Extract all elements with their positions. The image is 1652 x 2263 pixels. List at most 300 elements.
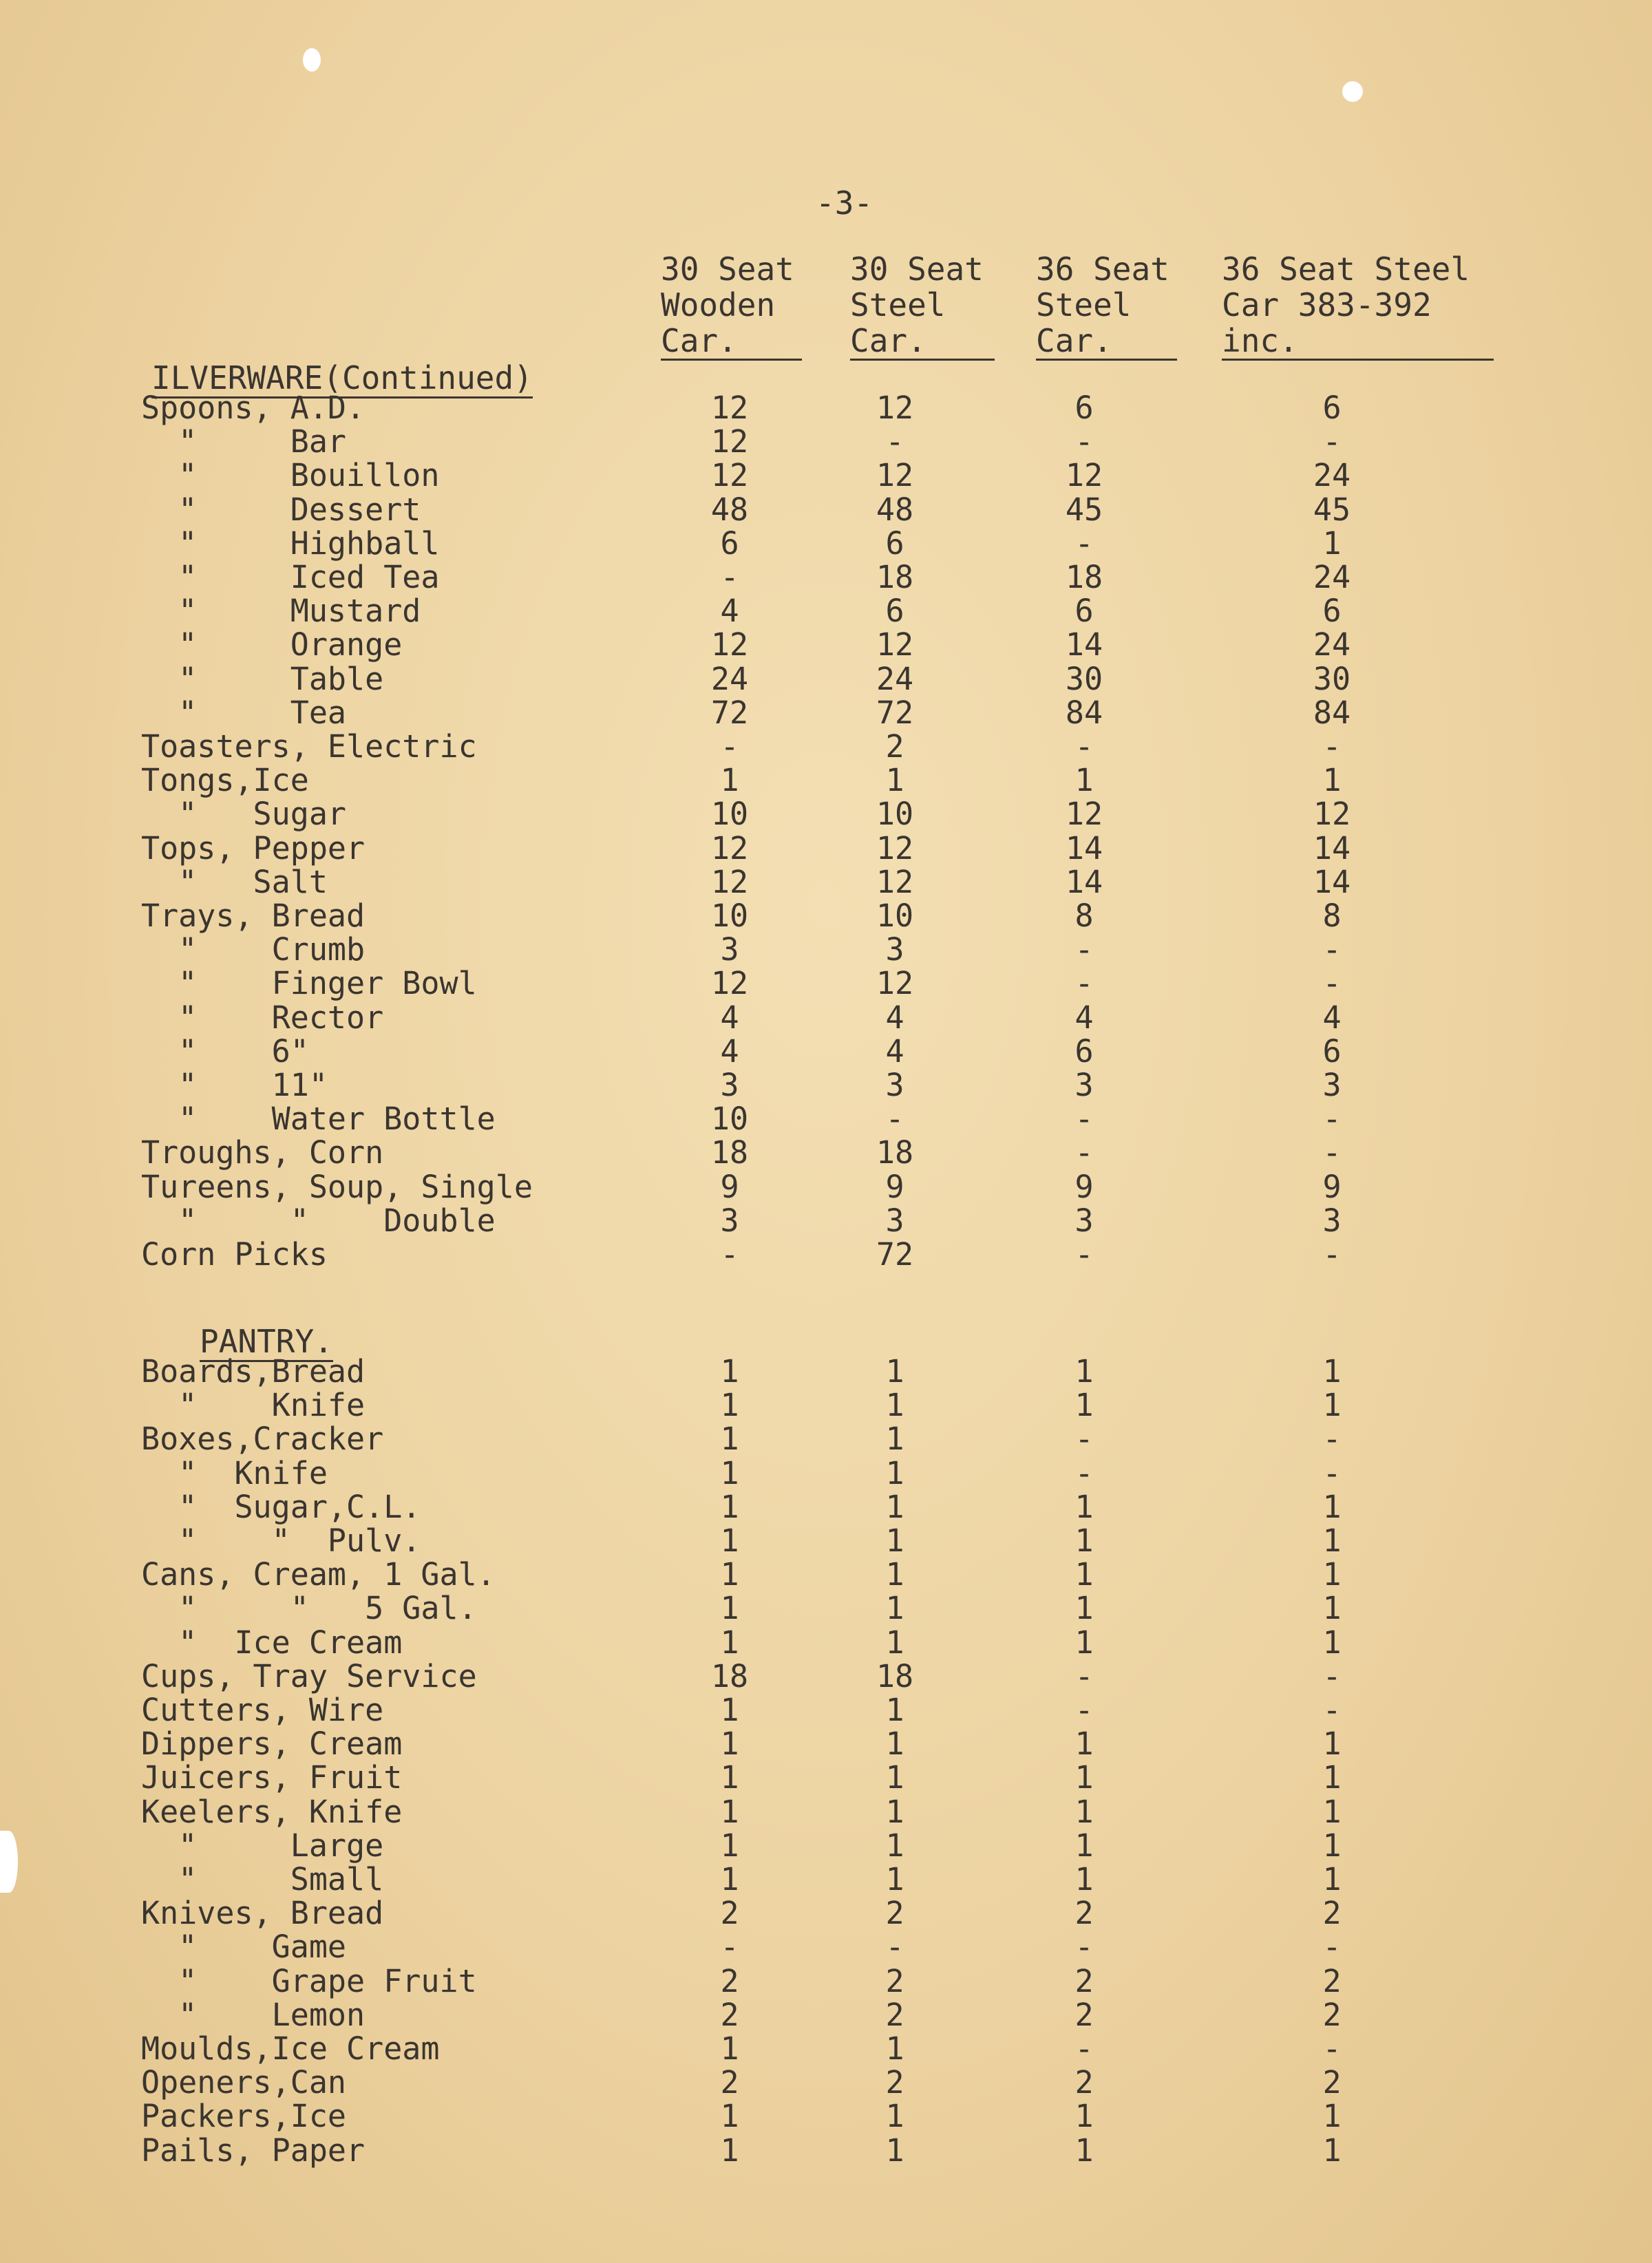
- item-label: Knives, Bread: [141, 1895, 384, 1932]
- quantity-cell-col2: 1: [885, 1759, 904, 1796]
- quantity-cell-col2: 1: [885, 1590, 904, 1627]
- quantity-cell-col1: 4: [720, 1032, 739, 1070]
- item-label: " Iced Tea: [141, 559, 440, 595]
- table-row: [0, 425, 1652, 459]
- item-label: Cups, Tray Service: [141, 1657, 477, 1694]
- quantity-cell-col4: 24: [1313, 559, 1351, 595]
- quantity-cell-col2: 4: [885, 1032, 904, 1070]
- quantity-cell-col3: 12: [1065, 457, 1103, 494]
- quantity-cell-col4: 1: [1322, 1827, 1342, 1864]
- quantity-cell-col2: 3: [885, 931, 904, 968]
- quantity-cell-col2: 72: [876, 694, 914, 731]
- table-row: [0, 1693, 1652, 1728]
- quantity-cell-col3: 8: [1074, 897, 1094, 934]
- quantity-cell-col3: -: [1074, 1929, 1094, 1966]
- quantity-cell-col3: 1: [1074, 762, 1094, 799]
- quantity-cell-col1: 9: [720, 1168, 739, 1205]
- column-header-3: 36 Seat Steel Car.: [1036, 251, 1180, 361]
- quantity-cell-col4: 14: [1313, 863, 1351, 900]
- quantity-cell-col2: 3: [885, 1067, 904, 1103]
- quantity-cell-col2: 12: [876, 457, 914, 494]
- pantry-heading: PANTRY.: [200, 1323, 333, 1360]
- quantity-cell-col2: 1: [885, 1692, 904, 1728]
- table-row: [0, 1795, 1652, 1829]
- table-row: [0, 1170, 1652, 1204]
- quantity-cell-col3: 14: [1065, 829, 1103, 867]
- table-row: [0, 696, 1652, 730]
- table-row: [0, 391, 1652, 425]
- quantity-cell-col4: -: [1322, 1454, 1342, 1491]
- quantity-cell-col1: 1: [720, 1827, 739, 1864]
- quantity-cell-col1: 1: [720, 1624, 739, 1661]
- quantity-cell-col2: 1: [885, 1725, 904, 1763]
- quantity-cell-col3: -: [1074, 728, 1094, 765]
- quantity-cell-col3: 1: [1074, 1793, 1094, 1830]
- table-row: [0, 1998, 1652, 2032]
- table-row: [0, 1896, 1652, 1931]
- quantity-cell-col1: 1: [720, 2030, 739, 2067]
- quantity-cell-col1: 1: [720, 2098, 739, 2135]
- quantity-cell-col2: 10: [876, 897, 914, 934]
- quantity-cell-col2: 12: [876, 829, 914, 867]
- quantity-cell-col3: 14: [1065, 626, 1103, 663]
- quantity-cell-col3: 2: [1074, 1895, 1094, 1932]
- quantity-cell-col1: 18: [710, 1134, 749, 1171]
- quantity-cell-col1: 1: [720, 1421, 739, 1458]
- item-label: " Finger Bowl: [141, 965, 477, 1002]
- quantity-cell-col3: 1: [1074, 1522, 1094, 1559]
- item-label: " Highball: [141, 524, 440, 562]
- quantity-cell-col2: -: [885, 1101, 904, 1138]
- table-row: [0, 662, 1652, 697]
- quantity-cell-col3: 84: [1065, 694, 1103, 731]
- quantity-cell-col1: 6: [720, 524, 739, 562]
- quantity-cell-col2: 18: [876, 559, 914, 595]
- quantity-cell-col1: 1: [720, 1725, 739, 1763]
- quantity-cell-col4: -: [1322, 728, 1342, 765]
- quantity-cell-col4: -: [1322, 2030, 1342, 2067]
- quantity-cell-col3: 1: [1074, 1353, 1094, 1390]
- item-label: Dippers, Cream: [141, 1725, 403, 1763]
- item-label: Toasters, Electric: [141, 728, 477, 765]
- quantity-cell-col3: 1: [1074, 1556, 1094, 1593]
- quantity-cell-col2: 1: [885, 2098, 904, 2135]
- quantity-cell-col4: 4: [1322, 999, 1342, 1036]
- item-label: Trays, Bread: [141, 897, 366, 934]
- quantity-cell-col3: 3: [1074, 1202, 1094, 1239]
- quantity-cell-col2: 2: [885, 1996, 904, 2033]
- table-row: [0, 560, 1652, 595]
- table-row: [0, 1591, 1652, 1626]
- quantity-cell-col4: 2: [1322, 1895, 1342, 1932]
- quantity-cell-col2: 1: [885, 2030, 904, 2067]
- table-row: [0, 1761, 1652, 1795]
- table-row: [0, 2065, 1652, 2100]
- table-row: [0, 1558, 1652, 1592]
- quantity-cell-col1: -: [720, 1929, 739, 1966]
- quantity-cell-col1: 1: [720, 1522, 739, 1559]
- table-row: [0, 1068, 1652, 1103]
- item-label: " Crumb: [141, 931, 366, 968]
- quantity-cell-col4: -: [1322, 1421, 1342, 1458]
- item-label: " Knife: [141, 1387, 366, 1424]
- item-label: " 11": [141, 1067, 328, 1103]
- quantity-cell-col2: 1: [885, 1522, 904, 1559]
- quantity-cell-col4: 1: [1322, 1488, 1342, 1525]
- table-row: [0, 1237, 1652, 1272]
- quantity-cell-col4: 1: [1322, 1624, 1342, 1661]
- item-label: " Large: [141, 1827, 384, 1864]
- quantity-cell-col2: 6: [885, 593, 904, 630]
- quantity-cell-col2: 1: [885, 1421, 904, 1458]
- quantity-cell-col2: 1: [885, 1793, 904, 1830]
- table-row: [0, 865, 1652, 900]
- quantity-cell-col1: 1: [720, 1692, 739, 1728]
- quantity-cell-col4: 1: [1322, 1725, 1342, 1763]
- item-label: Moulds,Ice Cream: [141, 2030, 440, 2067]
- quantity-cell-col3: 6: [1074, 593, 1094, 630]
- item-label: " Game: [141, 1929, 347, 1966]
- quantity-cell-col4: 8: [1322, 897, 1342, 934]
- quantity-cell-col4: 84: [1313, 694, 1351, 731]
- quantity-cell-col4: 2: [1322, 1962, 1342, 1999]
- quantity-cell-col1: 1: [720, 1556, 739, 1593]
- quantity-cell-col2: 1: [885, 1488, 904, 1525]
- quantity-cell-col2: 72: [876, 1236, 914, 1273]
- quantity-cell-col4: 1: [1322, 524, 1342, 562]
- table-row: [0, 493, 1652, 527]
- quantity-cell-col3: -: [1074, 1421, 1094, 1458]
- table-row: [0, 1490, 1652, 1524]
- quantity-cell-col1: 1: [720, 1793, 739, 1830]
- quantity-cell-col1: 10: [710, 897, 749, 934]
- quantity-cell-col3: 1: [1074, 1488, 1094, 1525]
- quantity-cell-col1: -: [720, 559, 739, 595]
- quantity-cell-col2: 3: [885, 1202, 904, 1239]
- quantity-cell-col4: 1: [1322, 1387, 1342, 1424]
- quantity-cell-col2: 2: [885, 1895, 904, 1932]
- quantity-cell-col1: 1: [720, 1353, 739, 1390]
- quantity-cell-col3: -: [1074, 1692, 1094, 1728]
- quantity-cell-col1: 12: [710, 626, 749, 663]
- item-label: " Bouillon: [141, 457, 440, 494]
- quantity-cell-col3: 1: [1074, 1387, 1094, 1424]
- item-label: " Ice Cream: [141, 1624, 403, 1661]
- quantity-cell-col4: 6: [1322, 1032, 1342, 1070]
- table-row: [0, 899, 1652, 933]
- quantity-cell-col4: 2: [1322, 2064, 1342, 2101]
- quantity-cell-col3: 18: [1065, 559, 1103, 595]
- quantity-cell-col2: 1: [885, 1556, 904, 1593]
- item-label: " Small: [141, 1861, 384, 1898]
- table-row: [0, 797, 1652, 831]
- column-header-4: 36 Seat Steel Car 383-392 inc.: [1222, 251, 1494, 361]
- quantity-cell-col2: 12: [876, 965, 914, 1002]
- table-row: [0, 1102, 1652, 1136]
- quantity-cell-col1: 12: [710, 457, 749, 494]
- quantity-cell-col1: 48: [710, 491, 749, 528]
- table-row: [0, 1001, 1652, 1035]
- quantity-cell-col2: 4: [885, 999, 904, 1036]
- table-row: [0, 1524, 1652, 1558]
- quantity-cell-col2: 2: [885, 728, 904, 765]
- quantity-cell-col3: -: [1074, 1236, 1094, 1273]
- quantity-cell-col4: 3: [1322, 1067, 1342, 1103]
- table-row: [0, 933, 1652, 967]
- quantity-cell-col3: 3: [1074, 1067, 1094, 1103]
- quantity-cell-col3: -: [1074, 965, 1094, 1002]
- item-label: Cans, Cream, 1 Gal.: [141, 1556, 496, 1593]
- quantity-cell-col2: 18: [876, 1657, 914, 1694]
- quantity-cell-col2: 12: [876, 863, 914, 900]
- quantity-cell-col2: -: [885, 423, 904, 460]
- table-row: [0, 831, 1652, 866]
- quantity-cell-col4: 24: [1313, 626, 1351, 663]
- quantity-cell-col3: 1: [1074, 1759, 1094, 1796]
- quantity-cell-col4: 12: [1313, 796, 1351, 833]
- quantity-cell-col3: -: [1074, 1134, 1094, 1171]
- item-label: " " 5 Gal.: [141, 1590, 477, 1627]
- item-label: Juicers, Fruit: [141, 1759, 403, 1796]
- quantity-cell-col3: -: [1074, 1657, 1094, 1694]
- quantity-cell-col1: 3: [720, 1202, 739, 1239]
- table-row: [0, 628, 1652, 662]
- quantity-cell-col1: 12: [710, 829, 749, 867]
- item-label: " 6": [141, 1032, 309, 1070]
- quantity-cell-col4: -: [1322, 1929, 1342, 1966]
- item-label: " Rector: [141, 999, 384, 1036]
- quantity-cell-col1: 1: [720, 762, 739, 799]
- quantity-cell-col4: 1: [1322, 1759, 1342, 1796]
- column-header-1: 30 Seat Wooden Car.: [661, 251, 809, 361]
- table-row: [0, 1659, 1652, 1694]
- quantity-cell-col4: 1: [1322, 1590, 1342, 1627]
- table-row: [0, 1626, 1652, 1660]
- quantity-cell-col2: 1: [885, 1861, 904, 1898]
- quantity-cell-col3: 2: [1074, 1996, 1094, 2033]
- quantity-cell-col1: 2: [720, 1895, 739, 1932]
- item-label: " Sugar: [141, 796, 347, 833]
- quantity-cell-col1: 3: [720, 1067, 739, 1103]
- quantity-cell-col4: -: [1322, 1692, 1342, 1728]
- quantity-cell-col3: 12: [1065, 796, 1103, 833]
- quantity-cell-col3: -: [1074, 423, 1094, 460]
- quantity-cell-col4: 1: [1322, 1556, 1342, 1593]
- item-label: Pails, Paper: [141, 2132, 366, 2169]
- quantity-cell-col2: 9: [885, 1168, 904, 1205]
- item-label: " Orange: [141, 626, 403, 663]
- quantity-cell-col2: 1: [885, 1624, 904, 1661]
- quantity-cell-col2: 2: [885, 2064, 904, 2101]
- quantity-cell-col1: 12: [710, 863, 749, 900]
- item-label: " Knife: [141, 1454, 328, 1491]
- quantity-cell-col1: 24: [710, 660, 749, 697]
- item-label: " Grape Fruit: [141, 1962, 477, 1999]
- quantity-cell-col3: -: [1074, 1101, 1094, 1138]
- quantity-cell-col3: 1: [1074, 2098, 1094, 2135]
- item-label: " " Double: [141, 1202, 496, 1239]
- quantity-cell-col4: 1: [1322, 1522, 1342, 1559]
- quantity-cell-col4: 2: [1322, 1996, 1342, 2033]
- quantity-cell-col3: -: [1074, 1454, 1094, 1491]
- item-label: Spoons, A.D.: [141, 390, 366, 426]
- quantity-cell-col1: 4: [720, 999, 739, 1036]
- quantity-cell-col1: 1: [720, 2132, 739, 2169]
- quantity-cell-col1: 12: [710, 390, 749, 426]
- quantity-cell-col2: 1: [885, 762, 904, 799]
- quantity-cell-col1: 2: [720, 1996, 739, 2033]
- quantity-cell-col4: 3: [1322, 1202, 1342, 1239]
- quantity-cell-col2: 12: [876, 390, 914, 426]
- quantity-cell-col4: 9: [1322, 1168, 1342, 1205]
- item-label: Tureens, Soup, Single: [141, 1168, 533, 1205]
- quantity-cell-col3: 9: [1074, 1168, 1094, 1205]
- table-row: [0, 1034, 1652, 1069]
- quantity-cell-col3: 1: [1074, 1624, 1094, 1661]
- quantity-cell-col1: 1: [720, 1454, 739, 1491]
- quantity-cell-col3: 4: [1074, 999, 1094, 1036]
- item-label: " Tea: [141, 694, 347, 731]
- quantity-cell-col1: 12: [710, 423, 749, 460]
- item-label: Tongs,Ice: [141, 762, 309, 799]
- column-header-2: 30 Seat Steel Car.: [850, 251, 998, 361]
- item-label: Tops, Pepper: [141, 829, 366, 867]
- item-label: Openers,Can: [141, 2064, 347, 2101]
- quantity-cell-col1: 2: [720, 2064, 739, 2101]
- item-label: " Salt: [141, 863, 328, 900]
- quantity-cell-col1: 72: [710, 694, 749, 731]
- quantity-cell-col1: 4: [720, 593, 739, 630]
- quantity-cell-col2: 24: [876, 660, 914, 697]
- quantity-cell-col3: 6: [1074, 390, 1094, 426]
- item-label: Packers,Ice: [141, 2098, 347, 2135]
- quantity-cell-col3: -: [1074, 524, 1094, 562]
- table-row: [0, 1136, 1652, 1170]
- quantity-cell-col4: 14: [1313, 829, 1351, 867]
- quantity-cell-col3: 2: [1074, 2064, 1094, 2101]
- quantity-cell-col3: 2: [1074, 1962, 1094, 1999]
- quantity-cell-col4: 24: [1313, 457, 1351, 494]
- table-row: [0, 2099, 1652, 2134]
- item-label: " Sugar,C.L.: [141, 1488, 421, 1525]
- quantity-cell-col1: 1: [720, 1759, 739, 1796]
- table-row: [0, 2032, 1652, 2066]
- quantity-cell-col4: 1: [1322, 2132, 1342, 2169]
- quantity-cell-col3: 1: [1074, 1827, 1094, 1864]
- table-row: [0, 1204, 1652, 1238]
- item-label: Cutters, Wire: [141, 1692, 384, 1728]
- item-label: Boards,Bread: [141, 1353, 366, 1390]
- quantity-cell-col3: -: [1074, 931, 1094, 968]
- quantity-cell-col4: -: [1322, 1134, 1342, 1171]
- quantity-cell-col1: -: [720, 1236, 739, 1273]
- item-label: " Bar: [141, 423, 347, 460]
- quantity-cell-col1: 10: [710, 796, 749, 833]
- table-row: [0, 1456, 1652, 1491]
- punch-hole-right: [1342, 81, 1363, 102]
- quantity-cell-col3: 1: [1074, 1590, 1094, 1627]
- item-label: " Lemon: [141, 1996, 366, 2033]
- quantity-cell-col4: -: [1322, 423, 1342, 460]
- item-label: " Mustard: [141, 593, 421, 630]
- quantity-cell-col2: -: [885, 1929, 904, 1966]
- quantity-cell-col4: -: [1322, 931, 1342, 968]
- quantity-cell-col1: 1: [720, 1488, 739, 1525]
- quantity-cell-col3: 1: [1074, 1861, 1094, 1898]
- quantity-cell-col4: 1: [1322, 1793, 1342, 1830]
- item-label: " Table: [141, 660, 384, 697]
- quantity-cell-col2: 12: [876, 626, 914, 663]
- quantity-cell-col4: 1: [1322, 1861, 1342, 1898]
- table-row: [0, 1930, 1652, 1964]
- table-row: [0, 594, 1652, 628]
- table-row: [0, 1354, 1652, 1389]
- quantity-cell-col2: 1: [885, 2132, 904, 2169]
- table-row: [0, 1862, 1652, 1897]
- quantity-cell-col4: 6: [1322, 390, 1342, 426]
- table-row: [0, 524, 1652, 562]
- quantity-cell-col2: 1: [885, 1353, 904, 1390]
- quantity-cell-col4: 30: [1313, 660, 1351, 697]
- table-row: [0, 730, 1652, 764]
- quantity-cell-col1: 1: [720, 1861, 739, 1898]
- table-row: [0, 763, 1652, 798]
- quantity-cell-col1: 3: [720, 931, 739, 968]
- table-row: [0, 458, 1652, 493]
- page-number: -3-: [816, 184, 873, 222]
- quantity-cell-col2: 10: [876, 796, 914, 833]
- quantity-cell-col2: 1: [885, 1387, 904, 1424]
- quantity-cell-col1: 1: [720, 1590, 739, 1627]
- item-label: " " Pulv.: [141, 1522, 421, 1559]
- quantity-cell-col1: -: [720, 728, 739, 765]
- table-row: [0, 1964, 1652, 1999]
- item-label: " Dessert: [141, 491, 421, 528]
- table-row: [0, 1422, 1652, 1456]
- quantity-cell-col2: 6: [885, 524, 904, 562]
- item-label: " Water Bottle: [141, 1101, 496, 1138]
- silverware-heading: ILVERWARE(Continued): [151, 359, 533, 396]
- table-row: [0, 966, 1652, 1001]
- quantity-cell-col2: 1: [885, 1827, 904, 1864]
- quantity-cell-col3: 30: [1065, 660, 1103, 697]
- table-row: [0, 1829, 1652, 1863]
- table-row: [0, 1388, 1652, 1423]
- quantity-cell-col1: 12: [710, 965, 749, 1002]
- quantity-cell-col4: -: [1322, 965, 1342, 1002]
- quantity-cell-col2: 48: [876, 491, 914, 528]
- item-label: Boxes,Cracker: [141, 1421, 384, 1458]
- item-label: Keelers, Knife: [141, 1793, 403, 1830]
- quantity-cell-col4: 1: [1322, 2098, 1342, 2135]
- quantity-cell-col4: -: [1322, 1101, 1342, 1138]
- quantity-cell-col4: 1: [1322, 1353, 1342, 1390]
- quantity-cell-col1: 18: [710, 1657, 749, 1694]
- table-row: [0, 1727, 1652, 1761]
- quantity-cell-col4: 6: [1322, 593, 1342, 630]
- quantity-cell-col3: 45: [1065, 491, 1103, 528]
- quantity-cell-col3: 1: [1074, 1725, 1094, 1763]
- item-label: Troughs, Corn: [141, 1134, 384, 1171]
- quantity-cell-col2: 18: [876, 1134, 914, 1171]
- quantity-cell-col1: 10: [710, 1101, 749, 1138]
- quantity-cell-col2: 1: [885, 1454, 904, 1491]
- quantity-cell-col2: 2: [885, 1962, 904, 1999]
- quantity-cell-col4: -: [1322, 1657, 1342, 1694]
- table-row: [0, 2134, 1652, 2168]
- quantity-cell-col4: -: [1322, 1236, 1342, 1273]
- quantity-cell-col1: 2: [720, 1962, 739, 1999]
